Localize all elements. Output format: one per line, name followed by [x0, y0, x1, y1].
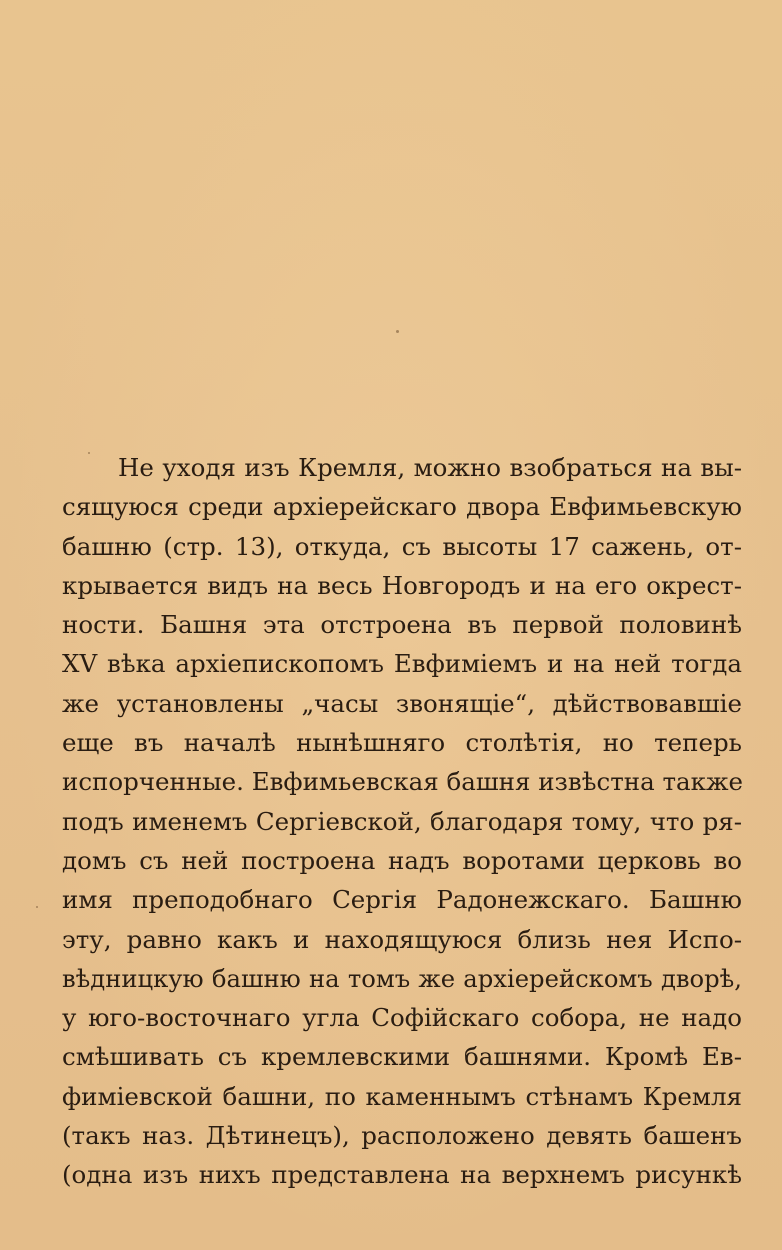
text-line: домъ съ ней построена надъ воротами церковь во [62, 845, 742, 875]
text-line: фиміевской башни, по каменнымъ стѣнамъ Кремля [62, 1081, 742, 1111]
text-line: подъ именемъ Сергіевской, благодаря тому, что ря- [62, 806, 742, 836]
text-line: смѣшивать съ кремлевскими башнями. Кромѣ Ев- [62, 1042, 742, 1072]
text-line: XV вѣка архіепископомъ Евфиміемъ и на ней тогда [62, 649, 742, 679]
text-line: еще въ началѣ нынѣшняго столѣтія, но теперь [62, 728, 742, 758]
text-line: испорченные. Евфимьевская башня извѣстна также [62, 767, 743, 797]
text-line: же установлены „часы звонящіе“, дѣйствовавшіе [62, 688, 742, 718]
text-line: имя преподобнаго Сергія Радонежскаго. Башню [62, 885, 742, 915]
text-line: (одна изъ нихъ представлена на верхнемъ рисункѣ [62, 1160, 742, 1190]
text-line: ности. Башня эта отстроена въ первой половинѣ [62, 610, 742, 640]
paper-speck [396, 330, 399, 333]
text-line: у юго-восточнаго угла Софійскаго собора, не надо [62, 1003, 742, 1033]
text-line: вѣдницкую башню на томъ же архіерейскомъ дворѣ, [62, 963, 742, 993]
text-line: (такъ наз. Дѣтинецъ), расположено девять башенъ [62, 1121, 742, 1151]
text-line: Не уходя изъ Кремля, можно взобраться на вы- [118, 453, 742, 482]
text-line: сящуюся среди архіерейскаго двора Евфимьевскую [62, 492, 742, 522]
text-line: эту, равно какъ и находящуюся близь нея Испо- [62, 924, 742, 954]
body-text [62, 448, 742, 1195]
text-line: крывается видъ на весь Новгородъ и на его окрест- [62, 570, 742, 600]
text-line: башню (стр. 13), откуда, съ высоты 17 сажень, от- [62, 531, 742, 561]
paper-speck [36, 906, 38, 908]
